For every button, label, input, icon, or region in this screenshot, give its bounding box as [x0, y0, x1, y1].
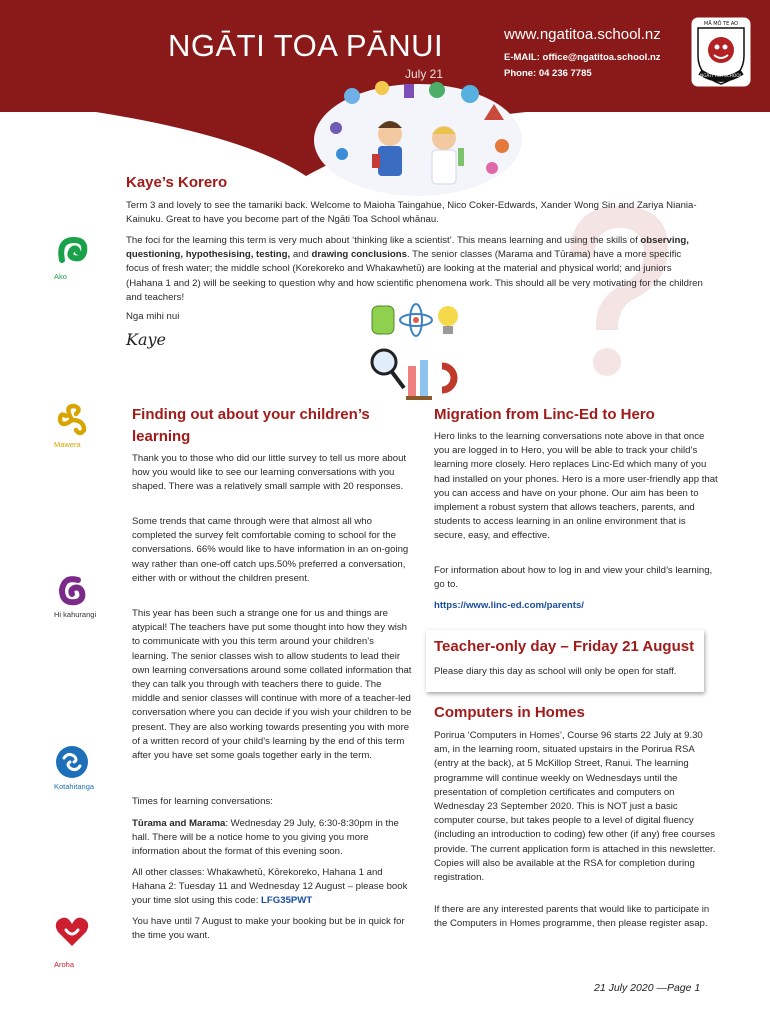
value-hi-kahurangi	[54, 572, 97, 619]
conferences-survey-para: Thank you to those who did our little survey to tell us more about how you would like to see our learning conversations with you shaped. There was a relatively small sample with 20 responses.	[132, 453, 407, 493]
kotahitanga-label: Kotahitanga	[54, 782, 95, 791]
newsletter-date: July 21	[405, 67, 444, 81]
newsletter-title: NGĀTI TOA PĀNUI	[168, 28, 444, 63]
kayes-korero-foci	[126, 234, 706, 305]
foci-rest: . The senior classes (Marama and Tūrama) have a more specific focus of fresh water; the middle school (Korekoreko and Whakawhetū) are looking at the material and physical world; and juniors (Hahana 1 and 2) will be seeking to question why and how scientific phenomena work. This should all be very motivating for the children and teachers!	[126, 249, 703, 303]
kotahitanga-icon	[54, 744, 90, 780]
migration-heading: Migration from Linc-Ed to Hero	[434, 406, 655, 423]
kaye-signature: Kaye	[126, 330, 166, 349]
school-website-link[interactable]: www.ngatitoa.school.nz	[504, 26, 661, 43]
linc-ed-parents-link[interactable]: https://www.linc-ed.com/parents/	[434, 600, 584, 611]
value-kotahitanga	[54, 744, 95, 791]
kayes-korero-signoff: Nga mihi nui	[126, 311, 180, 322]
aroha-icon	[54, 914, 90, 950]
conferences-atypical-para: This year has been such a strange one for us and things are atypical! The teachers have put some thought into how they wish to communicate with you this term around your children’s learning. The senior classes wish to allow students to lead their own learning conversations around some collated information that they can talk you through with teachers there to guide. The middle and senior classes will continue with more of a teacher-led conversation where you can decide if you wish your children to be present. They are also working towards presenting you with more of a written record of your child’s learning by the end of this term after you have set some goals together early in the term.	[132, 608, 412, 762]
hi-kahurangi-label: Hi kahurangi	[54, 610, 97, 619]
foci-intro: The foci for the learning this term is very much about ‘thinking like a scientist’. This means learning and using the skills of	[126, 235, 641, 246]
kayes-korero-heading: Kaye’s Korero	[126, 174, 228, 191]
aroha-label: Aroha	[54, 960, 75, 969]
teacher-only-day-heading: Teacher-only day – Friday 21 August	[434, 638, 695, 655]
computers-in-homes-details: Porirua ‘Computers in Homes’, Course 96 starts 22 July at 9.30 am, in the learning room, situated upstairs in the Porirua RSA (entry at the back), at 5 McKillop Street, Ranui. The learning programme will continue weekly on Wednesdays until the presentation of completion certificates and computers on Wednesday 23 September 2020. This is NOT just a basic computer course, but takes people to a level of digital fluency (including an introduction to coding) few other (if any) free courses provide. The current application form is attached in this newsletter. Copies will also be available at the RSA for completion during registration.	[434, 730, 716, 884]
migration-info-para: For information about how to log in and view your child’s learning, go to.	[434, 565, 713, 591]
conferences-turama-para	[132, 817, 412, 860]
conferences-other-classes-para	[132, 866, 412, 909]
crest-name-text: NGĀTI TOA SCHOOL	[700, 73, 742, 78]
computers-in-homes-register: If there are any interested parents that would like to participate in the Computers in Homes programme, then please register asap.	[434, 904, 710, 930]
hi-kahurangi-icon	[54, 572, 90, 608]
migration-hero-para: Hero links to the learning conversations note above in that once you are logged in to Hero, you will be able to track your child’s learning more closely. Hero replaces Linc-Ed which many of you had installed on your phones. Hero is a more user-friendly app that you can access and have on your phone. Our aim has been to implement a robust system that allows teachers, parents, and students to access learning in an online environment that is secure, easy, and effective.	[434, 431, 718, 542]
value-mawera	[54, 402, 92, 449]
kayes-korero-welcome: Term 3 and lovely to see the tamariki back. Welcome to Maioha Taingahue, Nico Coker-Edwards, Xander Wong Sin and Zariya Niania-Kainuku. Great to have you become part of the Ngāti Toa School whānau.	[126, 200, 697, 226]
conferences-trends-para: Some trends that came through were that almost all who completed the survey felt comfortable coming to school for the conversations. 66% would like to have information in an on-going way rather than one-off catch ups.50% preferred a conversation, either with or without the children present.	[132, 516, 409, 584]
computers-in-homes-heading: Computers in Homes	[434, 704, 585, 721]
value-aroha	[54, 914, 92, 969]
ako-label: Ako	[54, 272, 67, 281]
teacher-only-day-text: Please diary this day as school will only be open for staff.	[434, 666, 677, 677]
ako-icon	[54, 234, 90, 270]
turama-marama-label: Tūrama and Marama	[132, 818, 226, 829]
conferences-times-label: Times for learning conversations:	[132, 796, 273, 807]
conferences-deadline-para: You have until 7 August to make your booking but be in quick for the time you want.	[132, 916, 405, 942]
foci-skills: observing, questioning, hypothesising, testing,	[126, 235, 689, 261]
crest-motto-text: MĀ MŌ TE AO	[703, 21, 739, 27]
science-equipment-illustration	[366, 296, 464, 408]
booking-code-link[interactable]: LFG35PWT	[261, 895, 313, 907]
foci-conclusions: drawing conclusions	[311, 249, 407, 261]
science-kids-illustration	[312, 76, 524, 198]
school-crest-logo	[688, 14, 754, 90]
page-footer: 21 July 2020 —Page 1	[594, 982, 701, 994]
school-email[interactable]: E-MAIL: office@ngatitoa.school.nz	[504, 52, 661, 63]
foci-and: and	[290, 249, 312, 261]
turama-marama-details: : Wednesday 29 July, 6:30-8:30pm in the hall. There will be a notice home to you giving you more information about the format of this evening soon.	[132, 818, 399, 858]
manawaroa-icon	[54, 402, 90, 438]
mawera-label: Mawera	[54, 440, 81, 449]
learning-conversations-heading: Finding out about your children’s learning	[132, 406, 370, 445]
value-ako	[54, 234, 92, 281]
other-classes-text: All other classes: Whakawhetū, Kōrekoreko, Hahana 1 and Hahana 2: Tuesday 11 and Wednesday 12 August – please book your time slot using this code:	[132, 867, 408, 907]
school-phone: Phone: 04 236 7785	[504, 68, 592, 79]
teacher-only-day-box	[426, 630, 704, 692]
